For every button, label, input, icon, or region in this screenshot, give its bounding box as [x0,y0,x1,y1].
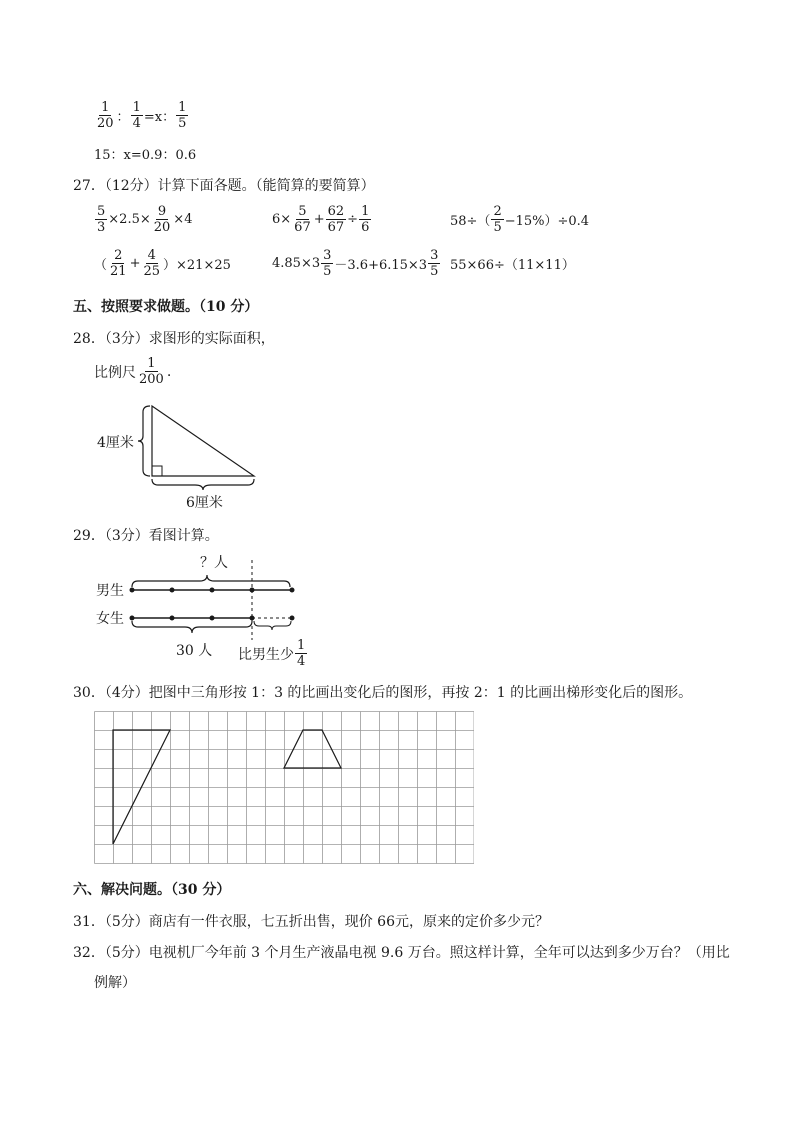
width-label: 6厘米 [186,495,223,511]
right-angle-mark [152,466,162,476]
width-brace [152,479,254,490]
boys-point [290,588,295,593]
q28-header: 28．（3分）求图形的实际面积， [73,331,275,347]
q27-expression-3: 58÷（ $\frac{2}{5}$ −15%）÷0.4 [450,204,590,235]
q32-line-2: 例解） [94,975,136,991]
grid-trapezoid [284,730,341,768]
ratio-equation-2: 15：x=0.9：0.6 [94,148,197,163]
right-triangle [152,406,254,476]
q28-scale: 比例尺 $\frac{1}{200}$ . [94,356,172,387]
q31-text: 31．（5分）商店有一件衣服，七五折出售，现价 66元，原来的定价多少元？ [73,914,549,930]
grid-triangle [113,730,170,844]
girls-point [290,616,295,621]
girls-brace [132,621,252,633]
grid-lines [95,712,475,864]
girls-count-label: 30 人 [176,643,213,659]
less-than-boys-label: 比男生少 $\frac{1}{4}$ [238,638,306,669]
fraction: $\frac{1}{4}$ [132,100,141,131]
q32-line-1: 32．（5分）电视机厂今年前 3 个月生产液晶电视 9.6 万台。照这样计算，全年可以达到多少万台？（用比 [73,945,730,961]
fraction: $\frac{1}{20}$ [97,100,114,131]
section-6-title: 六、解决问题。（30 分） [73,882,231,898]
boys-label: 男生 [96,583,124,599]
boys-point [130,588,135,593]
q30-header: 30．（4分）把图中三角形按 1：3 的比画出变化后的图形，再按 2：1 的比画出梯形变化后的图形。 [73,685,693,701]
q27-expression-5: 4.85×3 $\frac{3}{5}$ －3.6+6.15×3 $\frac{3}{5}$ [272,248,439,279]
boys-point [170,588,175,593]
girls-point [250,616,255,621]
q27-expression-1: $\frac{5}{3}$ ×2.5× $\frac{9}{20}$ ×4 [97,204,193,235]
boys-brace [132,575,290,587]
missing-part-brace [254,621,291,630]
q27-expression-2: 6× $\frac{5}{67}$ + $\frac{62}{67}$ ÷ $\frac{1}{6}$ [272,204,370,235]
q27-expression-6: 55×66÷（11×11） [450,258,575,273]
section-5-title: 五、按照要求做题。（10 分） [73,299,259,315]
girls-label: 女生 [96,611,124,627]
girls-point [170,616,175,621]
height-brace [138,406,150,476]
q29-header: 29．（3分）看图计算。 [73,528,219,544]
question-people-label: ？人 [200,555,228,571]
height-label: 4厘米 [97,435,134,451]
fraction: $\frac{1}{5}$ [178,100,187,131]
q27-expression-4: （ $\frac{2}{21}$ + $\frac{4}{25}$ ）×21×25 [94,248,231,279]
ratio-equation-1: $\frac{1}{20}$ ： $\frac{1}{4}$ =x： $\frac{1}{5}$ [97,100,187,131]
boys-point [210,588,215,593]
grid-figure [94,711,474,867]
girls-point [130,616,135,621]
girls-point [210,616,215,621]
q27-header: 27．（12分）计算下面各题。（能简算的要简算） [73,178,375,194]
